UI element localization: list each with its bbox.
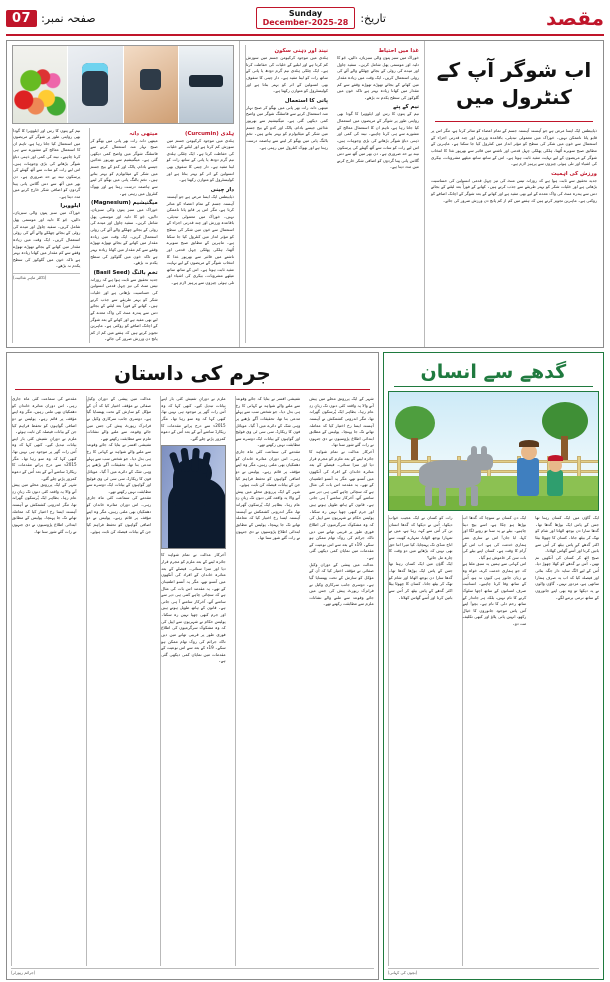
farmer-hat [519,440,539,447]
sugar-left-columns [12,128,234,344]
donkey-ear-2 [481,446,487,458]
crime-text-2b: مقدمے کی سماعت کئی ماہ جاری رہی۔ اس دوران متاثرہ خاندان کو دھمکیاں بھی ملتی رہیں، مگر وہ اپنے مؤقف پر قائم رہے۔ پولیس نے دو اضافی گواہوں کو تحفظ فراہم کیا جن کے بیانات فیصلہ کن ثابت ہوئے۔ [235,449,301,488]
vegetables-photo [13,46,67,123]
sugar-basil-text: جدید تحقیق سے ثابت ہوا ہے کہ روزانہ تیس منٹ کی تیز چہل قدمی انسولین کی حساسیت بڑھاتی ہے اور خلیات شکر کو بہتر طریقے سے جذب کرتے ہیں۔ کھانے کے فوراً بعد لیٹنے کے بجائے دس سے پندرہ منٹ کی واک معدے کے لیے بھی مفید ہے اور کھانے کے بعد شوگر کے اچانک اضافے کو روکتی ہے۔ ماہرین تجویز کرتے ہیں کہ ہفتے میں کم از کم پانچ دن ورزش ضرور کی جائے۔ [90,276,158,342]
donkey-col-2 [462,515,531,966]
story-sugar [6,40,604,348]
sugar-left-block [7,41,239,347]
crime-headline: جرم کی داستان [113,361,271,385]
farmer-body [517,458,539,496]
crime-text-4b: تفتیشی افسر نے بتایا کہ جائے وقوعہ سے ملنے والے شواہد نے کہانی کا رخ ہی بدل دیا۔ جو شخص سب سے پہلے مدعی بنا تھا، تحقیقات آگے بڑھنے پر وہی شک کے دائرے میں آ گیا۔ موبائل فون کا ریکارڈ، سی سی ٹی وی فوٹیج اور گواہوں کے بیانات ایک دوسرے سے مطابقت نہیں رکھتے تھے۔ [86,442,152,494]
subhead-curcumin: ہلدی (Curcumin) [184,130,234,137]
crime-col-4 [86,396,156,966]
sugar-col-diet [337,45,419,343]
donkey-body [388,515,599,966]
donkey-col-1 [535,515,599,966]
glucose-meter-photo [67,46,122,123]
crime-silhouette-image [161,445,226,549]
crime-col-1 [309,396,374,966]
subhead-neem: نیم کے پتے [393,104,419,111]
date-value-box [256,7,356,29]
date-block [256,7,386,29]
donkey-farmer-boy-illustration [388,391,599,511]
crime-text-2: تفتیشی افسر نے بتایا کہ جائے وقوعہ سے ملنے والے شواہد نے کہانی کا رخ ہی بدل دیا۔ جو شخص سب سے پہلے مدعی بنا تھا، تحقیقات آگے بڑھنے پر وہی شک کے دائرے میں آ گیا۔ موبائل فون کا ریکارڈ، سی سی ٹی وی فوٹیج اور گواہوں کے بیانات ایک دوسرے سے مطابقت نہیں رکھتے تھے۔ [235,396,301,448]
donkey-headline: گدھے سے انسان [420,361,567,383]
page-number-block [6,10,96,27]
crime-text-1c: عدالت میں پیشی کے دوران وکیلِ صفائی نے مؤقف اختیار کیا کہ اُن کے مؤکل کو سازش کے تحت پھنسایا گیا ہے۔ دوسری جانب سرکاری وکیل نے فرانزک رپورٹ پیش کی جس میں جائے وقوعہ سے ملنے والے نشانات ملزم سے مطابقت رکھتے تھے۔ [309,561,374,607]
donkey-ear-1 [471,446,477,458]
sugar-col-magnesium [89,128,161,344]
lower-section [6,352,604,980]
headline-divider [435,121,593,122]
donkey-credit: (بچوں کی کہانی) [388,968,599,975]
subhead-magnesium: میگنیشیم (Magnesium) [91,200,158,207]
date-day: Sunday [288,8,323,18]
crime-text-1b: آخرکار عدالت نے تمام شواہد کا جائزہ لینے کے بعد ملزم کو مجرم قرار دیا اور سزا سنائی۔ فیصلے کے بعد متاثرہ خاندان کے افراد کی آنکھوں میں آنسو تھے، مگر یہ آنسو اطمینان کے تھے۔ یہ مقدمہ اس بات کی مثال ہے کہ سچائی چاہے کتنی ہی دیر سے سامنے آئے، آخرکار سامنے آ ہی جاتی ہے۔ قانون کے ہاتھ طویل ہوتے ہیں اور جرم کبھی چھپا نہیں رہ سکتا۔ پولیس حکام نے شہریوں سے اپیل کی کہ وہ مشکوک سرگرمیوں کی اطلاع فوری طور پر قریبی تھانے میں دیں تاکہ جرائم کی روک تھام ممکن ہو سکے۔ 19ء کے بعد سے اس نوعیت کے مقدمات میں نمایاں کمی دیکھی گئی ہے۔ [309,449,374,560]
donkey-text-1: ایک گاؤں میں ایک کسان رہتا تھا جس کے پاس ایک بوڑھا گدھا تھا۔ گدھا سارا دن بوجھ اٹھاتا اور شام کو تھک کر بیٹھ جاتا۔ کسان کا چھوٹا بیٹا اکثر گدھے کے پاس بیٹھ کر اُس سے باتیں کرتا اور اُسے گھاس کھلاتا۔ [535,515,599,554]
subhead-sleep: نیند اور ذہنی سکون [274,48,328,54]
boy-body [547,470,563,496]
sugar-magnesium-text: خوراک میں سبز پتوں والی سبزیاں، دالیں، جَو کا دلیہ اور موسمی پھل شامل کریں۔ سفید چاول اور میدے کی روٹی کے بجائے چھلکے والے آٹے کی روٹی استعمال کریں۔ ایک وقت میں زیادہ مقدار میں کھانے کے بجائے تھوڑے تھوڑے وقفے سے کم مقدار میں کھانا زیادہ بہتر ہے تاکہ خون میں گلوکوز کی سطح یکدم نہ بڑھے۔ [90,207,158,266]
sugar-col-herbs [245,45,332,343]
test-strip-photo [178,46,233,123]
crime-text-5: مقدمے کی سماعت کئی ماہ جاری رہی۔ اس دوران متاثرہ خاندان کو دھمکیاں بھی ملتی رہیں، مگر وہ اپنے مؤقف پر قائم رہے۔ پولیس نے دو اضافی گواہوں کو تحفظ فراہم کیا جن کے بیانات فیصلہ کن ثابت ہوئے۔ [12,396,77,435]
subhead-water: پانی کا استعمال [284,97,328,104]
donkey-leg-4 [471,486,478,506]
sugar-aloe-text: نیم کے پتوں کا رس اور ایلوویرا کا گودا بھی روایتی طور پر شوگر کے مریضوں میں استعمال کیا جاتا رہا ہے، تاہم ان کا استعمال معالج کے مشورے سے ہی کرنا چاہیے۔ نیند کی کمی اور ذہنی دباؤ شوگر بڑھانے کی بڑی وجوہات ہیں، اس لیے رات کو سات سے آٹھ گھنٹے کی پرسکون نیند بے حد ضروری ہے۔ دن بھر میں آٹھ سے دس گلاس پانی پینا گردوں کو اضافی شکر خارج کرنے میں مدد دیتا ہے۔ [13,127,81,199]
page-number-label: صفحہ نمبر: [41,11,96,25]
sugar-middle-columns [239,41,425,347]
subhead-methi: میتھی دانہ [129,130,158,137]
donkey-leg-3 [459,486,466,506]
sugar-dalchini-text: ذیابیطس ایک ایسا مرض ہے جو آہستہ آہستہ جسم کے تمام اعضاء کو متاثر کرتا ہے، مگر اس پر قابو پانا ناممکن نہیں۔ خوراک میں معمولی تبدیلی، باقاعدہ ورزش اور چند قدرتی اجزاء کے استعمال سے خون میں شکر کی سطح کو مؤثر انداز میں کنٹرول کیا جا سکتا ہے۔ ماہرین کے مطابق صبح سویرے اُٹھنا، ہلکی پھلکی چہل قدمی اور ناشتے میں فائبر سے بھرپور غذا کا انتخاب شوگر کے مریضوں کے لیے نہایت مفید ثابت ہوتا ہے۔ اس کے ساتھ ساتھ میٹھے مشروبات، بیکری کی اشیاء اور تلی ہوئی چیزوں سے پرہیز لازم ہے۔ [166,193,234,285]
crime-col-5 [11,396,81,966]
crime-body [11,396,374,966]
page-number-value: 07 [6,10,37,27]
photo-strip [12,45,234,124]
sugar-aloe-text-2: خوراک میں سبز پتوں والی سبزیاں، دالیں، جَو کا دلیہ اور موسمی پھل شامل کریں۔ سفید چاول اور میدے کی روٹی کے بجائے چھلکے والے آٹے کی روٹی استعمال کریں۔ ایک وقت میں زیادہ مقدار میں کھانے کے بجائے تھوڑے تھوڑے وقفے سے کم مقدار میں کھانا زیادہ بہتر ہے تاکہ خون میں گلوکوز کی سطح یکدم نہ بڑھے۔ [13,210,81,269]
tree-foliage-right [542,402,588,440]
crime-text-5b: ملزم نے دورانِ تفتیش کئی بار اپنے بیانات تبدیل کیے۔ کبھی کہا کہ وہ اُس رات گھر پر موجود ہی نہیں تھا، کبھی کہا کہ وہ سو رہا تھا۔ مگر 2015ء سے درج پرانے مقدمات کا ریکارڈ سامنے آنے کے بعد اُس کے دعوے کمزور پڑتے چلے گئے۔ [12,435,77,481]
donkey-text-3: رات کو کسان نے ایک عجیب خواب دیکھا۔ اُس نے دیکھا کہ گدھا انسان بن کر اُس سے کہہ رہا ہے، میں نے تمہارا بوجھ اٹھایا، تمہارے کھیت سے اناج منڈی تک پہنچایا، کیا میرا اتنا حق بھی نہیں کہ بڑھاپے میں دو وقت کا چارہ مل جائے؟ [388,515,453,560]
crime-col-3 [160,396,230,966]
sugar-water-text: میتھی دانہ رات بھر پانی میں بھگو کر صبح نہار منہ استعمال کرنے سے فاسٹنگ شوگر میں واضح کمی دیکھی گئی ہے۔ میگنیشیم سے بھرپور غذائیں جیسے بادام، پالک اور کدو کے بیج جسم میں شکر کے میٹابولزم کو بہتر بناتے ہیں۔ تخمِ بالنگ پانی میں بھگو کر لینے سے ہاضمہ درست رہتا ہے اور بھوک کنٹرول میں رہتی ہے۔ [246,104,328,150]
crime-text-3: ملزم نے دورانِ تفتیش کئی بار اپنے بیانات تبدیل کیے۔ کبھی کہا کہ وہ اُس رات گھر پر موجود ہی نہیں تھا، کبھی کہا کہ وہ سو رہا تھا۔ مگر 2015ء سے درج پرانے مقدمات کا ریکارڈ سامنے آنے کے بعد اُس کے دعوے کمزور پڑتے چلے گئے۔ [161,396,226,441]
donkey-leg-2 [439,486,446,506]
crime-text-3b: آخرکار عدالت نے تمام شواہد کا جائزہ لینے کے بعد ملزم کو مجرم قرار دیا اور سزا سنائی۔ فیصلے کے بعد متاثرہ خاندان کے افراد کی آنکھوں میں آنسو تھے، مگر یہ آنسو اطمینان کے تھے۔ یہ مقدمہ اس بات کی مثال ہے کہ سچائی چاہے کتنی ہی دیر سے سامنے آئے، آخرکار سامنے آ ہی جاتی ہے۔ قانون کے ہاتھ طویل ہوتے ہیں اور جرم کبھی چھپا نہیں رہ سکتا۔ پولیس حکام نے شہریوں سے اپیل کی کہ وہ مشکوک سرگرمیوں کی اطلاع فوری طور پر قریبی تھانے میں دیں تاکہ جرائم کی روک تھام ممکن ہو سکے۔ 19ء کے بعد سے اس نوعیت کے مقدمات میں نمایاں کمی دیکھی گئی ہے۔ [161,552,226,664]
masthead [6,4,604,36]
crime-text-4: عدالت میں پیشی کے دوران وکیلِ صفائی نے مؤقف اختیار کیا کہ اُن کے مؤکل کو سازش کے تحت پھنسایا گیا ہے۔ دوسری جانب سرکاری وکیل نے فرانزک رپورٹ پیش کی جس میں جائے وقوعہ سے ملنے والے نشانات ملزم سے مطابقت رکھتے تھے۔ [86,396,152,441]
sugar-neem-text: نیم کے پتوں کا رس اور ایلوویرا کا گودا بھی روایتی طور پر شوگر کے مریضوں میں استعمال کیا جاتا رہا ہے، تاہم ان کا استعمال معالج کے مشورے سے ہی کرنا چاہیے۔ نیند کی کمی اور ذہنی دباؤ شوگر بڑھانے کی بڑی وجوہات ہیں، اس لیے رات کو سات سے آٹھ گھنٹے کی پرسکون نیند بے حد ضروری ہے۔ دن بھر میں آٹھ سے دس گلاس پانی پینا گردوں کو اضافی شکر خارج کرنے میں مدد دیتا ہے۔ [337,111,419,170]
subhead-exercise: ورزش کی اہمیت [551,170,597,177]
subhead-aloe: ایلوویرا [60,203,81,210]
sugar-credit: (ڈاکٹر ماہرِ غذائیت) [13,273,80,280]
sugar-headline-column [425,41,603,347]
donkey-text-1b: صبح اٹھ کر کسان کی آنکھیں نم تھیں۔ اُس نے گدھے کو کھلا چھوڑ دیا، اُس کے لیے الگ سایہ دار جگہ بنائی اور فیصلہ کیا کہ اب یہ صرف ہمارا ساتھی ہے، مزدور نہیں۔ گاؤں والوں نے یہ دیکھا تو وہ بھی اپنے جانوروں کے ساتھ نرمی برتنے لگے۔ [535,554,599,600]
brand-title: مقصد [545,6,604,30]
finger-prick-photo [123,46,178,123]
sugar-diet-text: خوراک میں سبز پتوں والی سبزیاں، دالیں، جَو کا دلیہ اور موسمی پھل شامل کریں۔ سفید چاول اور میدے کی روٹی کے بجائے چھلکے والے آٹے کی روٹی استعمال کریں۔ ایک وقت میں زیادہ مقدار میں کھانے کے بجائے تھوڑے تھوڑے وقفے سے کم مقدار میں کھانا زیادہ بہتر ہے تاکہ خون میں گلوکوز کی سطح یکدم نہ بڑھے۔ [337,55,419,100]
sugar-intro-text: ذیابیطس ایک ایسا مرض ہے جو آہستہ آہستہ جسم کے تمام اعضاء کو متاثر کرتا ہے، مگر اس پر قابو پانا ناممکن نہیں۔ خوراک میں معمولی تبدیلی، باقاعدہ ورزش اور چند قدرتی اجزاء کے استعمال سے خون میں شکر کی سطح کو مؤثر انداز میں کنٹرول کیا جا سکتا ہے۔ ماہرین کے مطابق صبح سویرے اُٹھنا، ہلکی پھلکی چہل قدمی اور ناشتے میں فائبر سے بھرپور غذا کا انتخاب شوگر کے مریضوں کے لیے نہایت مفید ثابت ہوتا ہے۔ اس کے ساتھ ساتھ میٹھے مشروبات، بیکری کی اشیاء اور تلی ہوئی چیزوں سے پرہیز لازم ہے۔ [431,128,597,167]
subhead-diet: غذا میں احتیاط [378,48,419,54]
sugar-curcumin-text: ہلدی میں موجود کرکیومن جسم میں سوزش کم کرتا ہے اور لبلبے کے خلیات کی حفاظت کرتا ہے۔ ایک چٹکی ہلدی نیم گرم دودھ یا پانی کے ساتھ رات کو لینا مفید ہے۔ دار چینی کا سفوف بھی انسولین کے اثر کو بہتر بناتا ہے اور کولیسٹرول کو متوازن رکھتا ہے۔ [166,137,234,183]
subhead-dalchini: دار چینی [210,186,234,193]
donkey-text-3b: ایک گاؤں میں ایک کسان رہتا تھا جس کے پاس ایک بوڑھا گدھا تھا۔ گدھا سارا دن بوجھ اٹھاتا اور شام کو تھک کر بیٹھ جاتا۔ کسان کا چھوٹا بیٹا اکثر گدھے کے پاس بیٹھ کر اُس سے باتیں کرتا اور اُسے گھاس کھلاتا۔ [388,561,453,600]
crime-col-2 [235,396,305,966]
donkey-text-2b: اس کہانی سے ہمیں یہ سبق ملتا ہے کہ جو ہماری خدمت کرے، خواہ وہ بے زبان جانور ہی کیوں نہ ہو، اُس کے ساتھ وفا کرنا چاہیے۔ انسانیت صرف انسانوں کے ساتھ اچھا سلوک کرنے کا نام نہیں، بلکہ ہر جاندار کے ساتھ رحم دلی کا نام ہے۔ بچو! اپنے آس پاس موجود جانوروں کا خیال رکھو، انہیں پانی پلاؤ اور کبھی تکلیف مت دو۔ [462,561,527,626]
page-title: اب شوگر آپ کے کنٹرول میں [436,58,592,109]
crime-text-4c: مقدمے کی سماعت کئی ماہ جاری رہی۔ اس دوران متاثرہ خاندان کو دھمکیاں بھی ملتی رہیں، مگر وہ اپنے مؤقف پر قائم رہے۔ پولیس نے دو اضافی گواہوں کو تحفظ فراہم کیا جن کے بیانات فیصلہ کن ثابت ہوئے۔ [86,495,152,534]
donkey-col-3 [388,515,457,966]
date-label: تاریخ: [360,11,386,25]
date-value: 28-December-2025 [262,18,349,27]
crime-text-1: شہر کے ایک پررونق محلے میں پیش آنے والا یہ واقعہ کئی دنوں تک زبانِ زدِ عام رہا۔ بظاہر ایک پُرسکون گھرانہ تھا، مگر اندرونی کشمکش نے آہستہ آہستہ ایسا رخ اختیار کیا کہ معاملہ تھانے تک جا پہنچا۔ پولیس کے مطابق ابتدائی اطلاع پڑوسیوں نے دی جنہوں نے رات گئے شور سنا تھا۔ [309,396,374,448]
crime-text-5c: شہر کے ایک پررونق محلے میں پیش آنے والا یہ واقعہ کئی دنوں تک زبانِ زدِ عام رہا۔ بظاہر ایک پُرسکون گھرانہ تھا، مگر اندرونی کشمکش نے آہستہ آہستہ ایسا رخ اختیار کیا کہ معاملہ تھانے تک جا پہنچا۔ پولیس کے مطابق ابتدائی اطلاع پڑوسیوں نے دی جنہوں نے رات گئے شور سنا تھا۔ [12,482,77,534]
sugar-col-curcumin [167,128,234,344]
crime-headline-divider [15,389,370,390]
story-crime [6,352,379,980]
crime-text-2c: شہر کے ایک پررونق محلے میں پیش آنے والا یہ واقعہ کئی دنوں تک زبانِ زدِ عام رہا۔ بظاہر ایک پُرسکون گھرانہ تھا، مگر اندرونی کشمکش نے آہستہ آہستہ ایسا رخ اختیار کیا کہ معاملہ تھانے تک جا پہنچا۔ پولیس کے مطابق ابتدائی اطلاع پڑوسیوں نے دی جنہوں نے رات گئے شور سنا تھا۔ [235,488,301,541]
donkey-leg-1 [425,486,432,506]
donkey-text-2: ایک دن کسان نے سوچا کہ گدھا اب بوڑھا ہو چکا ہے، اسے بیچ دینا چاہیے۔ بیٹے نے یہ سنا تو رونے لگا اور کہا، ابا جان! اس نے ساری عمر ہماری خدمت کی ہے، اب اس کے آرام کا وقت ہے۔ کسان اپنے بیٹے کی بات سن کر خاموش ہو گیا۔ [462,515,527,560]
donkey-headline-divider [394,386,593,387]
story-donkey [383,352,604,980]
sugar-sleep-text: ہلدی میں موجود کرکیومن جسم میں سوزش کم کرتا ہے اور لبلبے کے خلیات کی حفاظت کرتا ہے۔ ایک چٹکی ہلدی نیم گرم دودھ یا پانی کے ساتھ رات کو لینا مفید ہے۔ دار چینی کا سفوف بھی انسولین کے اثر کو بہتر بناتا ہے اور کولیسٹرول کو متوازن رکھتا ہے۔ [246,55,328,94]
crime-credit: (جرائم رپورٹر) [11,968,374,975]
sugar-exercise-text: جدید تحقیق سے ثابت ہوا ہے کہ روزانہ تیس منٹ کی تیز چہل قدمی انسولین کی حساسیت بڑھاتی ہے اور خلیات شکر کو بہتر طریقے سے جذب کرتے ہیں۔ کھانے کے فوراً بعد لیٹنے کے بجائے دس سے پندرہ منٹ کی واک معدے کے لیے بھی مفید ہے اور کھانے کے بعد شوگر کے اچانک اضافے کو روکتی ہے۔ ماہرین تجویز کرتے ہیں کہ ہفتے میں کم از کم پانچ دن ورزش ضرور کی جائے۔ [431,177,597,203]
sugar-methi-text: میتھی دانہ رات بھر پانی میں بھگو کر صبح نہار منہ استعمال کرنے سے فاسٹنگ شوگر میں واضح کمی دیکھی گئی ہے۔ میگنیشیم سے بھرپور غذائیں جیسے بادام، پالک اور کدو کے بیج جسم میں شکر کے میٹابولزم کو بہتر بناتے ہیں۔ تخمِ بالنگ پانی میں بھگو کر لینے سے ہاضمہ درست رہتا ہے اور بھوک کنٹرول میں رہتی ہے۔ [90,137,158,196]
subhead-basil: تخمِ بالنگ (Basil Seed) [93,269,158,276]
boy-cap [548,455,563,461]
tree-foliage-left [395,406,435,440]
sugar-col-aloe [12,128,84,344]
